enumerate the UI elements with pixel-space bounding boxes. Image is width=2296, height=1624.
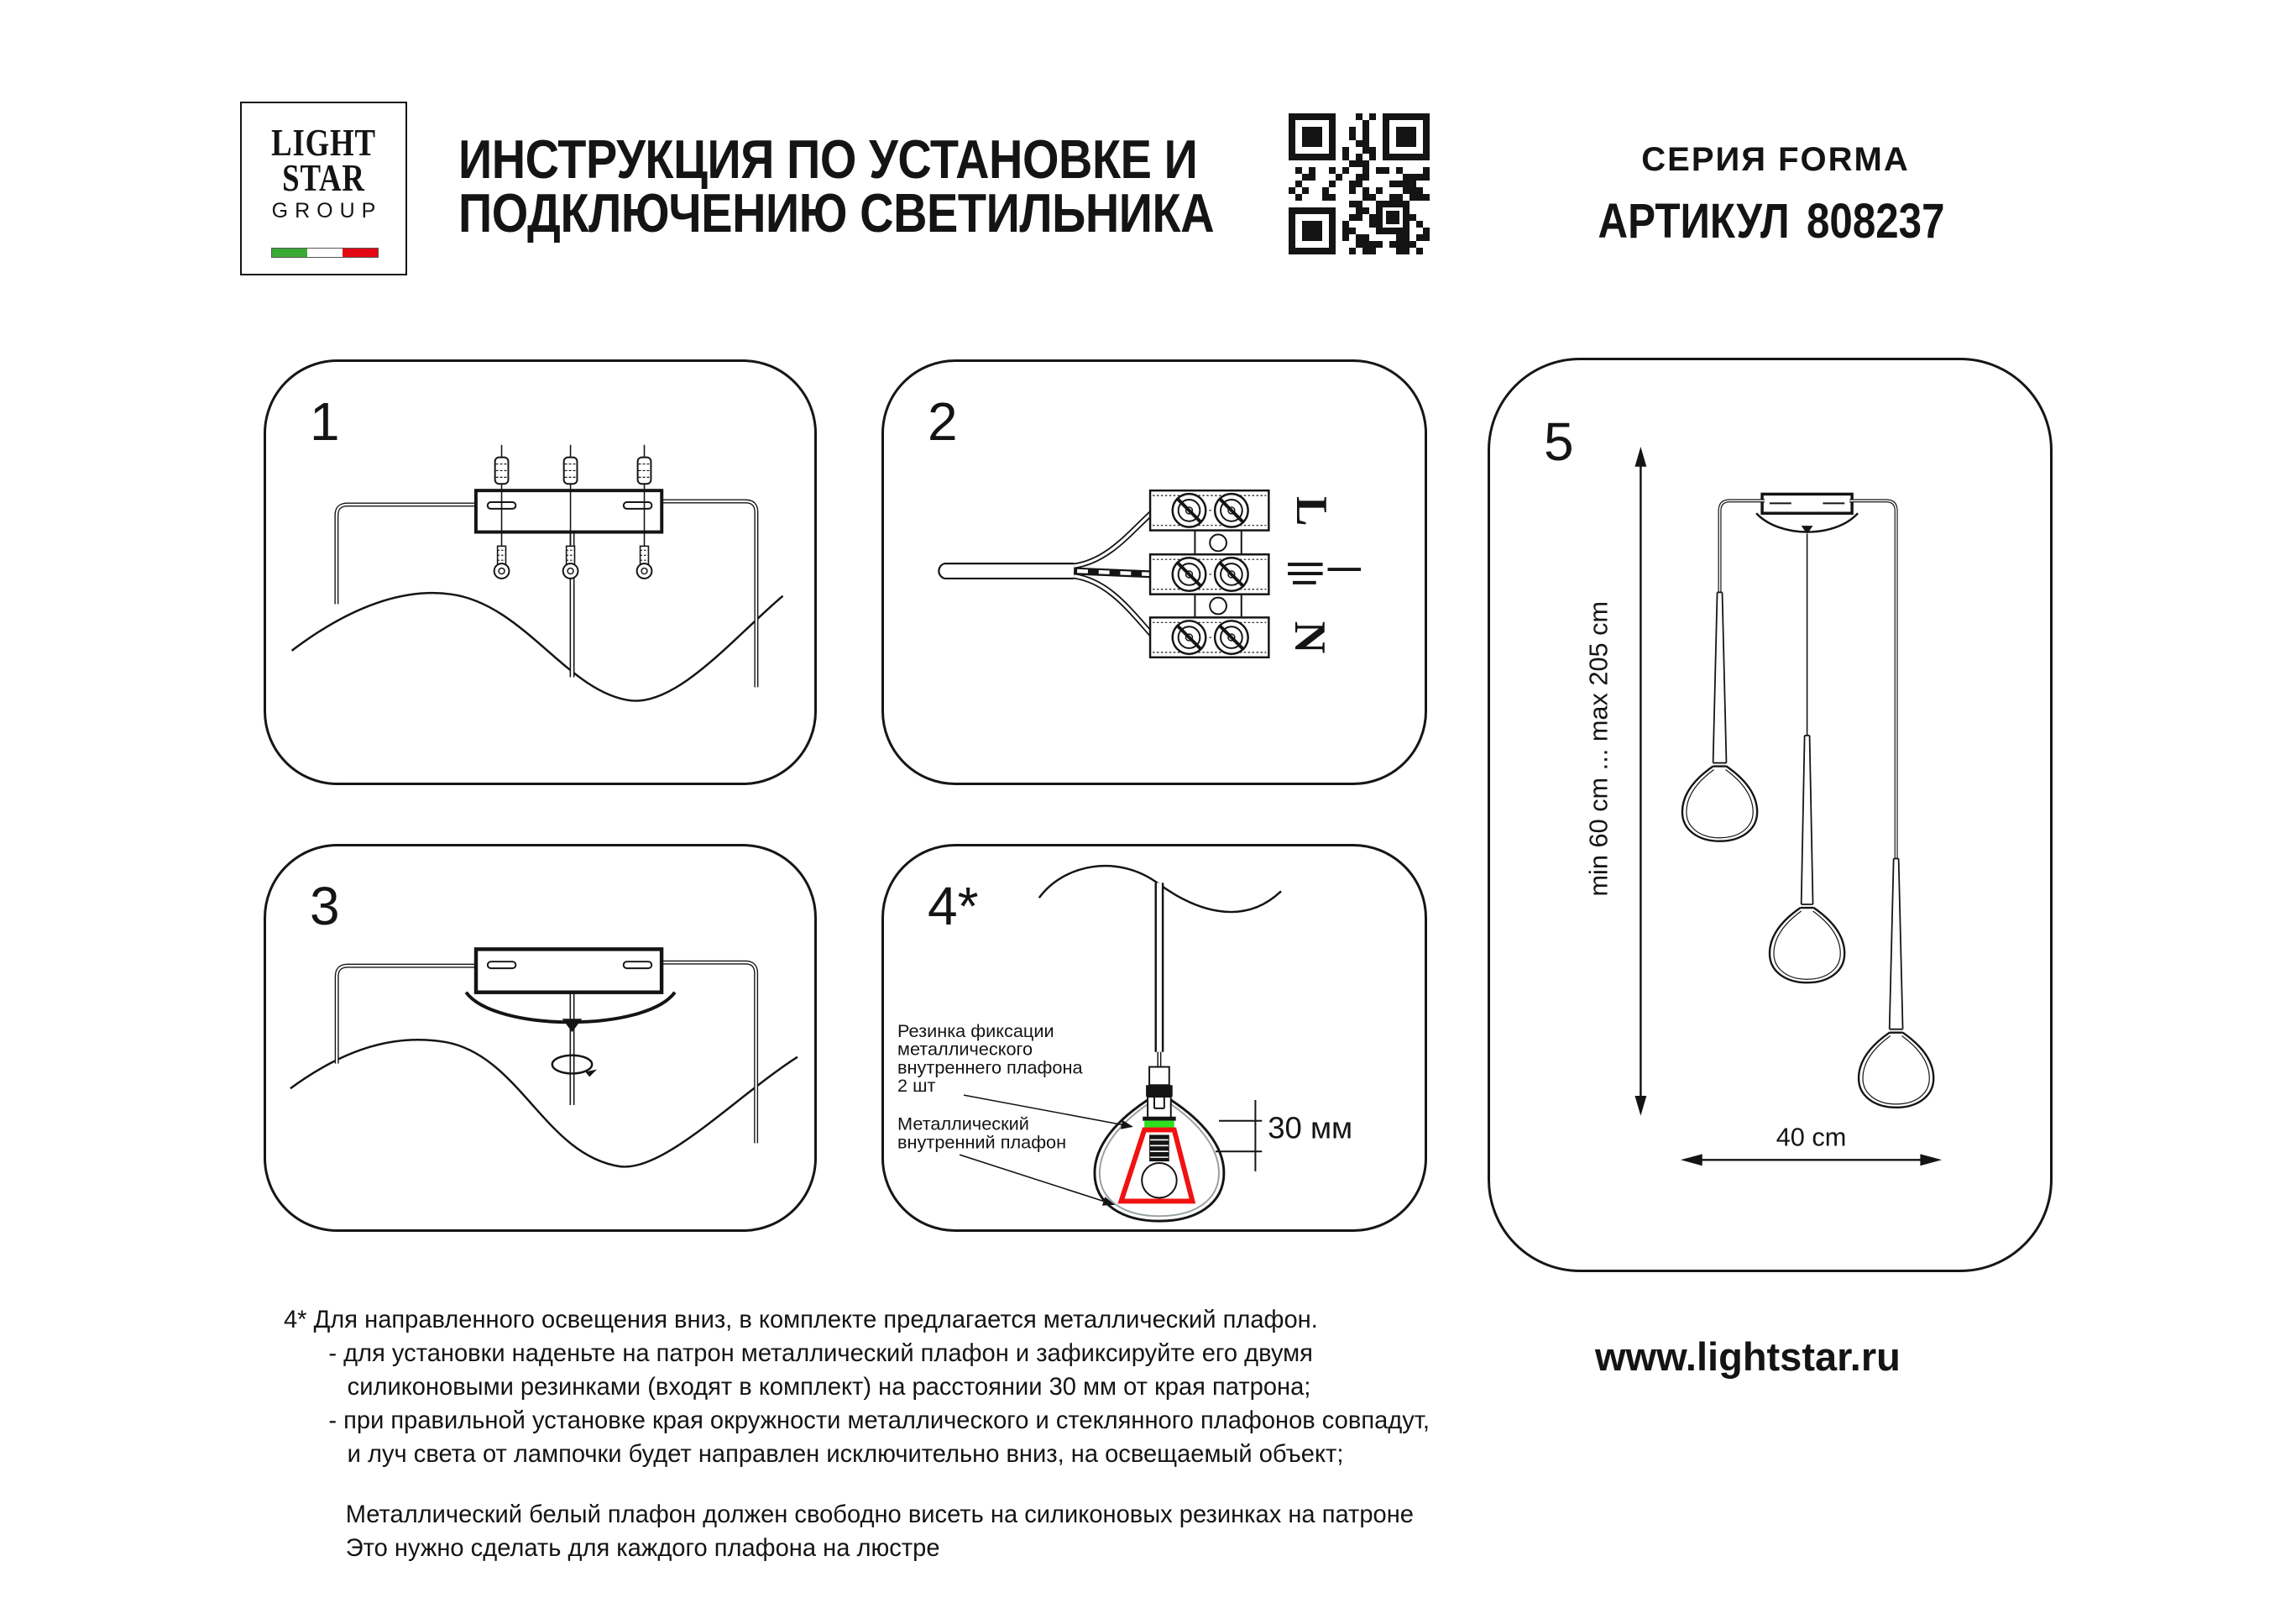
step-5-number: 5 — [1544, 411, 1574, 472]
qr-finder-icon — [1289, 207, 1336, 254]
canopy-install-drawing — [266, 846, 814, 1229]
step-3-panel — [264, 844, 817, 1232]
logo-line-star: STAR — [282, 156, 365, 199]
band-label-line1: Резинка фиксации — [897, 1020, 1054, 1042]
website-link[interactable]: www.lightstar.ru — [1595, 1334, 1901, 1379]
band-label-line2: металлического — [897, 1038, 1033, 1060]
step-2-panel — [881, 359, 1427, 785]
article-label: АРТИКУЛ — [1598, 194, 1790, 249]
width-dimension-label: 40 cm — [1776, 1122, 1847, 1152]
30mm-dimension-label: 30 мм — [1268, 1110, 1353, 1145]
lightstar-logo — [240, 102, 407, 275]
ground-symbol-icon — [1288, 564, 1361, 583]
page-title-line2: ПОДКЛЮЧЕНИЮ СВЕТИЛЬНИКА — [458, 182, 1215, 244]
step-4-panel — [881, 844, 1427, 1232]
band-label-line4: 2 шт — [897, 1075, 936, 1097]
note-line: и луч света от лампочки будет направлен исключительно вниз, на освещаемый объект; — [347, 1440, 1344, 1468]
step-4-number: 4* — [928, 876, 979, 936]
note-line: силиконовыми резинками (входят в комплект) на расстоянии 30 мм от края патрона; — [347, 1373, 1311, 1401]
terminal-wiring-drawing — [884, 362, 1425, 783]
page-title-line1: ИНСТРУКЦИЯ ПО УСТАНОВКЕ И — [458, 128, 1198, 190]
italian-flag-icon — [272, 249, 378, 257]
ceiling-bracket-drawing — [266, 362, 814, 783]
note-line: Это нужно сделать для каждого плафона на люстре — [345, 1534, 940, 1562]
installation-notes — [284, 1303, 1430, 1565]
page-title — [458, 128, 1325, 244]
note-line: - для установки наденьте на патрон металлический плафон и зафиксируйте его двумя — [328, 1339, 1313, 1367]
terminal-neutral-label: N — [1284, 621, 1336, 654]
series-label: СЕРИЯ FORMA — [1641, 141, 1910, 178]
height-range-label: min 60 cm ... max 205 cm — [1583, 600, 1613, 897]
step-1-number: 1 — [310, 391, 340, 452]
step-3-number: 3 — [310, 876, 340, 936]
terminal-line-label: L — [1286, 496, 1337, 526]
article-row — [1598, 193, 1945, 249]
note-line: Металлический белый плафон должен свободно висеть на силиконовых резинках на патроне — [345, 1501, 1414, 1528]
step-5-panel — [1488, 358, 2053, 1272]
note-line: 4* Для направленного освещения вниз, в комплекте предлагается металлический плафон. — [284, 1306, 1318, 1333]
note-line: - при правильной установке края окружности металлического и стеклянного плафонов совпадут, — [328, 1407, 1430, 1434]
step-1-panel — [264, 359, 817, 785]
article-number: 808237 — [1806, 194, 1945, 249]
shade-label-line1: Металлический — [897, 1113, 1029, 1134]
pendant-dimensions-drawing — [1490, 360, 2050, 1270]
shade-label-line2: внутренний плафон — [897, 1131, 1067, 1153]
qr-code — [1289, 113, 1430, 254]
qr-finder-icon — [1383, 113, 1430, 160]
qr-alignment-icon — [1376, 201, 1410, 234]
logo-line-group: GROUP — [271, 199, 383, 223]
band-label-line3: внутреннего плафона — [897, 1056, 1083, 1078]
logo-line-light: LIGHT — [271, 121, 376, 164]
step-2-number: 2 — [928, 391, 958, 452]
qr-finder-icon — [1289, 113, 1336, 160]
